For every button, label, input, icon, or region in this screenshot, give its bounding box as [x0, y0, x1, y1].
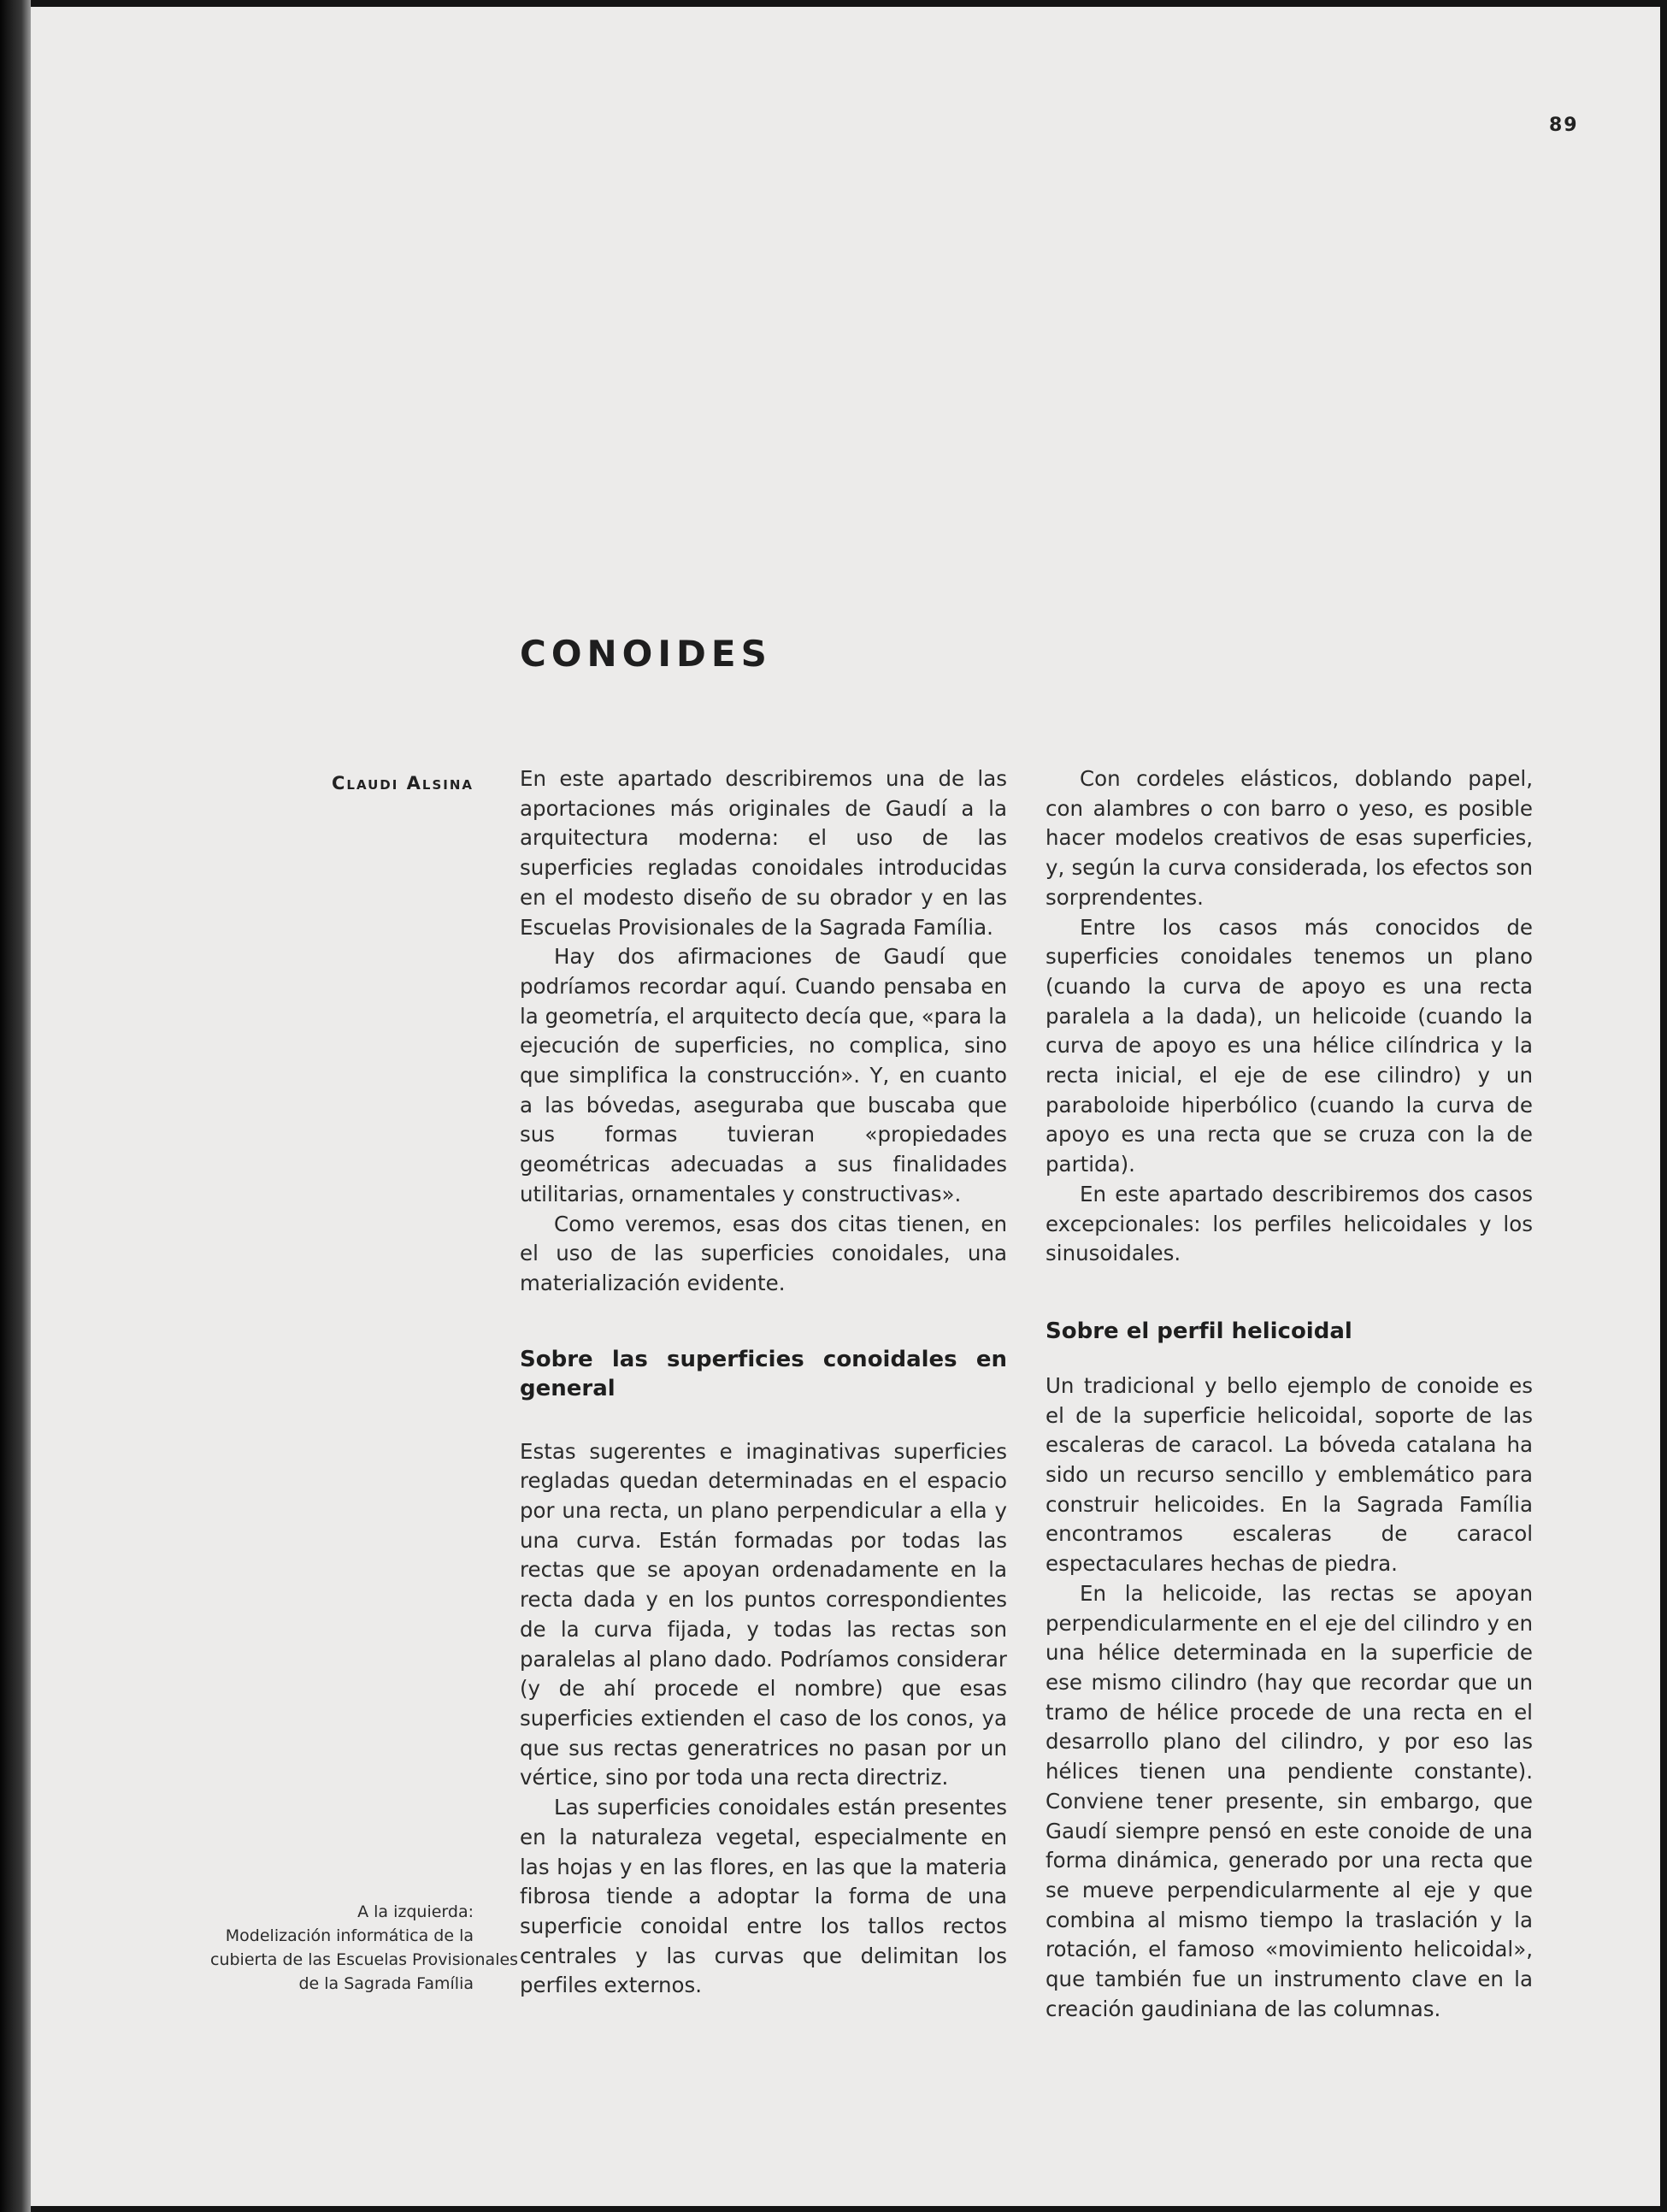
body-paragraph: Como veremos, esas dos citas tienen, en el uso de las superficies conoidales, una materialización evidente.: [520, 1211, 1007, 1295]
text-column-left: [520, 764, 1007, 2001]
book-binding-edge: [0, 0, 31, 2212]
caption-line: cubierta de las Escuelas Provisionales: [210, 1950, 519, 1969]
body-paragraph: Hay dos afirmaciones de Gaudí que podríamos recordar aquí. Cuando pensaba en la geometría, el arquitecto decía que, «para la ejecución de superficies, no complica, sino que simplifica la construcción». Y, en cuanto a las bóvedas, aseguraba que buscaba que sus formas tuvieran «propiedades geométricas adecuadas a sus finalidades utilitarias, ornamentales y constructivas».: [520, 944, 1007, 1206]
section-heading: Sobre las superficies conoidales en general: [520, 1346, 1007, 1401]
body-paragraph: Las superficies conoidales están presentes en la naturaleza vegetal, especialmente en las hojas y en las flores, en las que la materia fibrosa tiende a adoptar la forma de una superficie conoidal entre los tallos rectos centrales y las curvas que delimitan los perfiles externos.: [520, 1795, 1007, 1998]
article-title: CONOIDES: [520, 633, 772, 675]
body-paragraph: En la helicoide, las rectas se apoyan perpendicularmente en el eje del cilindro y en una hélice determinada en la superficie de ese mismo cilindro (hay que recordar que un tramo de hélice procede de una recta en el desarrollo plano del cilindro, y por eso las hélices tienen una pendiente constante). Conviene tener presente, sin embargo, que Gaudí siempre pensó en este conoide de una forma dinámica, generado por una recta que se mueve perpendicularmente al eje y que combina al mismo tiempo la traslación y la rotación, el famoso «movimiento helicoidal», que también fue un instrumento clave en la creación gaudiniana de las columnas.: [1046, 1580, 1533, 2021]
author-name: Claudi Alsina: [332, 773, 474, 793]
caption-line: de la Sagrada Família: [298, 1974, 474, 1993]
figure-caption: [210, 1900, 519, 1996]
body-paragraph: Entre los casos más conocidos de superficies conoidales tenemos un plano (cuando la curva de apoyo es una recta paralela a la dada), un helicoide (cuando la curva de apoyo es una hélice cilíndrica y la recta inicial, el eje de ese cilindro) y un paraboloide hiperbólico (cuando la curva de apoyo es una recta que se cruza con la de partida).: [1046, 914, 1533, 1177]
section-heading: Sobre el perfil helicoidal: [1046, 1318, 1352, 1344]
caption-line: Modelización informática de la: [225, 1926, 474, 1945]
text-column-right: [1046, 764, 1533, 2024]
page-number: 89: [1549, 115, 1579, 136]
caption-line: A la izquierda:: [357, 1902, 474, 1921]
body-paragraph: En este apartado describiremos una de las aportaciones más originales de Gaudí a la arquitectura moderna: el uso de las superficies regladas conoidales introducidas en el modesto diseño de su obrador y en las Escuelas Provisionales de la Sagrada Família.: [520, 766, 1007, 940]
body-paragraph: Estas sugerentes e imaginativas superficies regladas quedan determinadas en el espacio por una recta, un plano perpendicular a ella y una curva. Están formadas por todas las rectas que se apoyan ordenadamente en la recta dada y en los puntos correspondientes de la curva fijada, y todas las rectas son paralelas al plano dado. Podríamos considerar (y de ahí procede el nombre) que esas superficies extienden el caso de los conos, ya que sus rectas generatrices no pasan por un vértice, sino por toda una recta directriz.: [520, 1438, 1007, 1790]
body-paragraph: Con cordeles elásticos, doblando papel, con alambres o con barro o yeso, es posible hacer modelos creativos de esas superficies, y, según la curva considerada, los efectos son sorprendentes.: [1046, 766, 1533, 910]
body-paragraph: Un tradicional y bello ejemplo de conoide es el de la superficie helicoidal, soporte de las escaleras de caracol. La bóveda catalana ha sido un recurso sencillo y emblemático para construir helicoides. En la Sagrada Família encontramos escaleras de caracol espectaculares hechas de piedra.: [1046, 1372, 1533, 1577]
book-page: [31, 7, 1660, 2206]
body-paragraph: En este apartado describiremos dos casos excepcionales: los perfiles helicoidales y los sinusoidales.: [1046, 1181, 1533, 1266]
